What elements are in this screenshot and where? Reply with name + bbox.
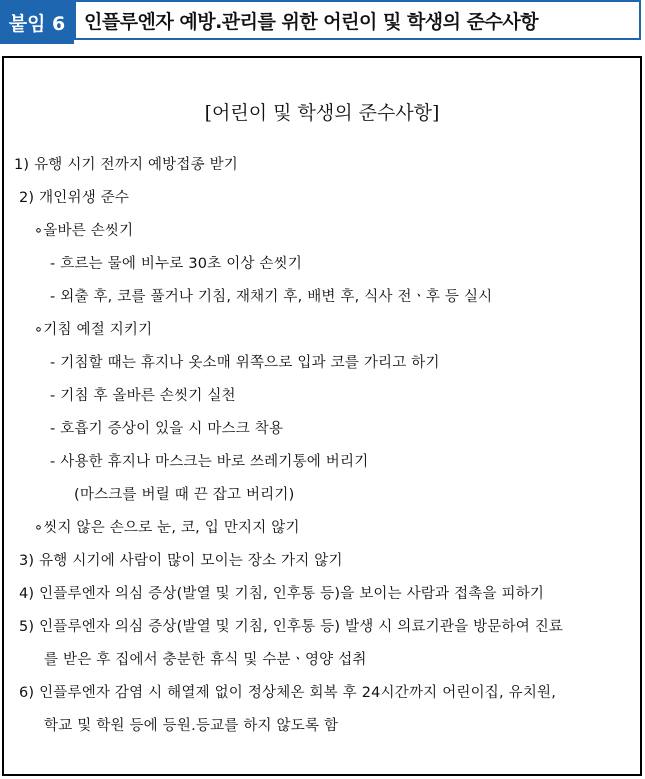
document-title: 인플루엔자 예방.관리를 위한 어린이 및 학생의 준수사항 xyxy=(84,10,539,33)
detail-note: (마스크를 버릴 때 끈 잡고 버리기) xyxy=(74,487,295,503)
attachment-tag: 붙임 6 xyxy=(0,0,74,44)
sub-item-cough-etiquette: ∘기침 예절 지키기 xyxy=(34,322,153,338)
detail-line: - 기침 후 올바른 손씻기 실천 xyxy=(50,388,236,404)
item-5-continued: 를 받은 후 집에서 충분한 휴식 및 수분ㆍ영양 섭취 xyxy=(44,652,367,668)
detail-line: - 호흡기 증상이 있을 시 마스크 착용 xyxy=(50,421,284,437)
item-6-continued: 학교 및 학원 등에 등원.등교를 하지 않도록 함 xyxy=(44,718,339,734)
guidelines-panel xyxy=(2,56,642,776)
detail-line: - 흐르는 물에 비누로 30초 이상 손씻기 xyxy=(50,256,303,272)
detail-line: - 외출 후, 코를 풀거나 기침, 재채기 후, 배변 후, 식사 전ㆍ후 등 실시 xyxy=(50,289,493,305)
item-5: 5) 인플루엔자 의심 증상(발열 및 기침, 인후통 등) 발생 시 의료기관을 방문하여 진료 xyxy=(19,619,564,635)
item-2: 2) 개인위생 준수 xyxy=(19,190,130,206)
item-3: 3) 유행 시기에 사람이 많이 모이는 장소 가지 않기 xyxy=(19,553,343,569)
detail-line: - 기침할 때는 휴지나 옷소매 위쪽으로 입과 코를 가리고 하기 xyxy=(50,355,440,371)
detail-line: - 사용한 휴지나 마스크는 바로 쓰레기통에 버리기 xyxy=(50,454,369,470)
title-box xyxy=(74,0,641,40)
document-header xyxy=(0,0,645,44)
item-1: 1) 유행 시기 전까지 예방접종 받기 xyxy=(14,157,239,173)
sub-item-handwashing: ∘올바른 손씻기 xyxy=(34,223,134,239)
item-4: 4) 인플루엔자 의심 증상(발열 및 기침, 인후통 등)을 보이는 사람과 접촉을 피하기 xyxy=(19,586,545,602)
item-6: 6) 인플루엔자 감염 시 해열제 없이 정상체온 회복 후 24시간까지 어린이집, 유치원, xyxy=(19,685,557,701)
section-heading: [어린이 및 학생의 준수사항] xyxy=(204,102,440,124)
sub-item-no-touching: ∘씻지 않은 손으로 눈, 코, 입 만지지 않기 xyxy=(34,520,300,536)
